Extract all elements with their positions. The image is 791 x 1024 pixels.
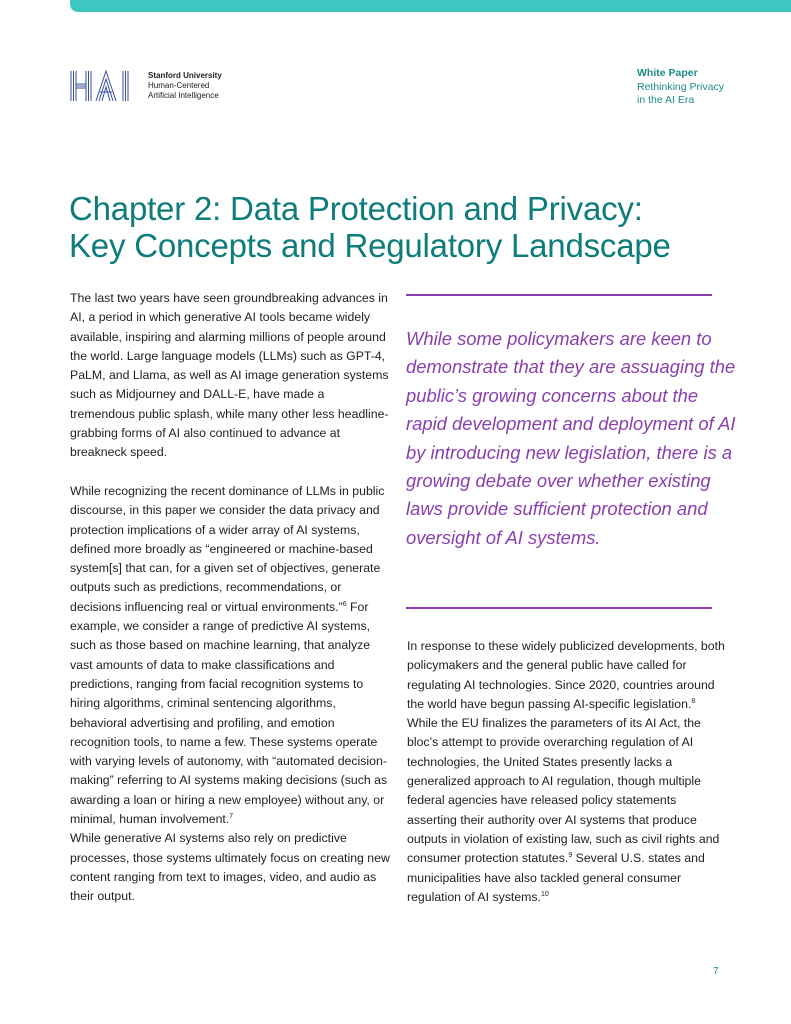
- document-type: White Paper: [637, 67, 698, 79]
- footnote-ref-9[interactable]: 9: [568, 852, 573, 860]
- document-header: [637, 67, 724, 108]
- hai-logo-mark: [70, 70, 140, 102]
- chapter-title-line1: Chapter 2: Data Protection and Privacy:: [69, 190, 643, 227]
- chapter-title-line2: Key Concepts and Regulatory Landscape: [69, 227, 671, 264]
- logo-text: [148, 71, 222, 101]
- document-title-line2: in the AI Era: [637, 94, 695, 106]
- top-accent-bar: [70, 0, 791, 12]
- left-paragraph-2: [70, 482, 392, 907]
- footnote-ref-8[interactable]: 8: [691, 697, 696, 705]
- left-column: [70, 289, 392, 926]
- logo-institute-line1: Human-Centered: [148, 81, 210, 90]
- pull-quote: While some policymakers are keen to demonstrate that they are assuaging the public’s growing concerns about the rapid development and deployment of AI by introducing new legislation, there is a growing debate over whether existing laws provide sufficient protection and oversight of AI systems.: [406, 328, 736, 548]
- footnote-ref-6[interactable]: 6: [342, 600, 347, 608]
- logo-institute-line2: Artificial Intelligence: [148, 91, 219, 100]
- logo-university: Stanford University: [148, 71, 222, 80]
- right-paragraph-1-part1: In response to these widely publicized developments, both policymakers and the general public have called for regulating AI technologies. Since 2020, countries around the world have begun passing AI-specific legislation.: [407, 639, 725, 711]
- left-paragraph-1: The last two years have seen groundbreaking advances in AI, a period in which generative AI tools became widely available, inspiring and alarming millions of people around the world. Large language models (LLMs) such as GPT-4, PaLM, and Llama, as well as AI image generation systems such as Midjourney and DALL-E, have made a tremendous public splash, while many other less headline-grabbing forms of AI also continued to advance at breakneck speed.: [70, 291, 389, 460]
- footnote-ref-7[interactable]: 7: [229, 812, 234, 820]
- pull-quote-rule-bottom: [406, 607, 712, 609]
- right-paragraph-1-part3: Several U.S. states and municipalities have also tackled general consumer regulation of AI systems.: [407, 851, 705, 904]
- right-column: [407, 637, 725, 907]
- pull-quote-rule-top: [406, 294, 712, 296]
- right-paragraph-1: [407, 637, 725, 907]
- left-paragraph-2-part2: For example, we consider a range of predictive AI systems, such as those based on machine learning, that analyze vast amounts of data to make classifications and predictions, ranging from facial recognition systems to hiring algorithms, criminal sentencing algorithms, behavioral advertising and profiling, and emotion recognition tools, to name a few. These systems operate with varying levels of autonomy, with “automated decision-making” referring to AI systems making decisions (such as awarding a loan or hiring a new employee) without any, or minimal, human involvement.: [70, 599, 388, 827]
- page-number: 7: [713, 966, 719, 977]
- right-paragraph-1-part2: While the EU finalizes the parameters of its AI Act, the bloc’s attempt to provide overarching regulation of AI technologies, the United States presently lacks a generalized approach to AI regulation, though multiple federal agencies have released policy statements asserting their authority over AI systems that produce outputs in violation of existing law, such as civil rights and consumer protection statutes.: [407, 716, 720, 866]
- footnote-ref-10[interactable]: 10: [540, 890, 549, 898]
- chapter-title: [69, 190, 671, 264]
- hai-logo: [70, 70, 222, 102]
- left-paragraph-2-part1: While recognizing the recent dominance of LLMs in public discourse, in this paper we consider the data privacy and protection implications of a wider array of AI systems, defined more broadly as “engineered or machine-based system[s] that can, for a given set of objectives, generate outputs such as predictions, recommendations, or decisions influencing real or virtual environments.”: [70, 483, 385, 614]
- document-title-line1: Rethinking Privacy: [637, 80, 724, 93]
- left-paragraph-2-part3: While generative AI systems also rely on predictive processes, those systems ultimately focus on creating new content ranging from text to images, video, and audio as their output.: [70, 831, 390, 904]
